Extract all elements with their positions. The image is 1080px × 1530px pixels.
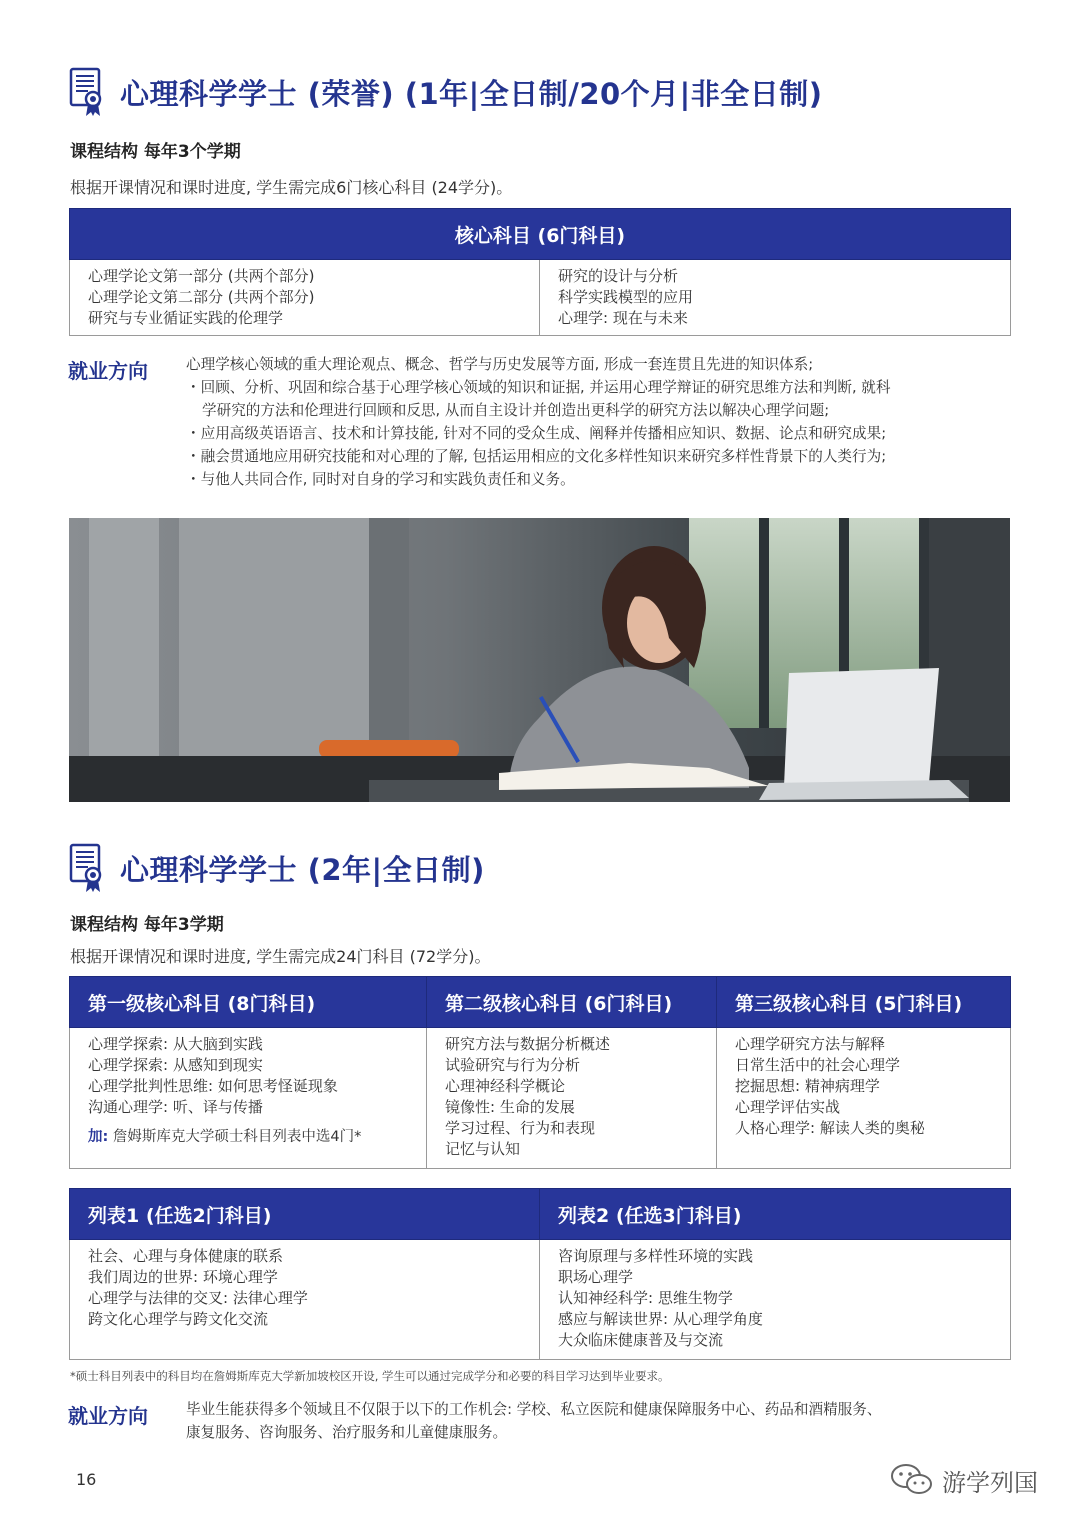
list-item: 心理学探索: 从感知到现实 <box>88 1056 263 1074</box>
level3-cell <box>717 1028 1011 1169</box>
level-subjects-table <box>69 976 1011 1169</box>
list-item: 我们周边的世界: 环境心理学 <box>88 1268 278 1286</box>
list-item: 大众临床健康普及与交流 <box>558 1331 724 1349</box>
certificate-icon <box>68 66 104 118</box>
list1-header: 列表1 (任选2门科目) <box>70 1189 540 1240</box>
wechat-icon <box>890 1462 934 1498</box>
career-line: 康复服务、咨询服务、治疗服务和儿童健康服务。 <box>186 1424 508 1441</box>
section2-career-label: 就业方向 <box>68 1404 148 1428</box>
career-intro: 心理学核心领域的重大理论观点、概念、哲学与历史发展等方面, 形成一套连贯且先进的知识体系; <box>186 356 814 373</box>
list-item: 日常生活中的社会心理学 <box>735 1056 901 1074</box>
list-item: 记忆与认知 <box>445 1140 521 1158</box>
student-studying-illustration <box>69 518 1010 802</box>
list-item: 挖掘思想: 精神病理学 <box>735 1077 880 1095</box>
list-item: 认知神经科学: 思维生物学 <box>558 1289 733 1307</box>
career-bullet: ・融会贯通地应用研究技能和对心理的了解, 包括运用相应的文化多样性知识来研究多样性背景下的人类行为; <box>186 448 887 465</box>
core-subjects-header: 核心科目 (6门科目) <box>70 209 1011 260</box>
level2-header: 第二级核心科目 (6门科目) <box>427 977 717 1028</box>
list-item: 沟通心理学: 听、译与传播 <box>88 1098 263 1116</box>
certificate-icon <box>68 842 104 894</box>
career-bullet: ・应用高级英语语言、技术和计算技能, 针对不同的受众生成、阐释并传播相应知识、数据、论点和研究成果; <box>186 425 887 442</box>
footnote: *硕士科目列表中的科目均在詹姆斯库克大学新加坡校区开设, 学生可以通过完成学分和必要的科目学习达到毕业要求。 <box>70 1369 670 1383</box>
section1-structure: 课程结构 每年3个学期 <box>70 142 241 162</box>
level2-cell <box>427 1028 717 1169</box>
career-line: 毕业生能获得多个领域且不仅限于以下的工作机会: 学校、私立医院和健康保障服务中心、药品和酒精服务、 <box>186 1401 882 1418</box>
level3-header: 第三级核心科目 (5门科目) <box>717 977 1011 1028</box>
level1-plus-note <box>88 1125 408 1146</box>
section1-intro: 根据开课情况和课时进度, 学生需完成6门核心科目 (24学分)。 <box>70 178 513 197</box>
list2-cell <box>540 1240 1011 1360</box>
list-item: 感应与解读世界: 从心理学角度 <box>558 1310 763 1328</box>
list-item: 心理学与法律的交叉: 法律心理学 <box>88 1289 308 1307</box>
career-bullet: ・与他人共同合作, 同时对自身的学习和实践负责任和义务。 <box>186 471 575 488</box>
student-photo <box>69 518 1010 802</box>
section2-intro: 根据开课情况和课时进度, 学生需完成24门科目 (72学分)。 <box>70 947 491 966</box>
list-item: 职场心理学 <box>558 1268 634 1286</box>
core-subjects-table <box>69 208 1011 336</box>
list1-cell <box>70 1240 540 1360</box>
level1-header: 第一级核心科目 (8门科目) <box>70 977 427 1028</box>
list-item: 跨文化心理学与跨文化交流 <box>88 1310 269 1328</box>
list-item: 试验研究与行为分析 <box>445 1056 581 1074</box>
elective-lists-table <box>69 1188 1011 1360</box>
core-subjects-left <box>70 260 540 336</box>
page-number: 16 <box>76 1470 97 1489</box>
watermark-text: 游学列国 <box>942 1468 1038 1497</box>
section2-career-text <box>186 1398 1016 1444</box>
list-item: 研究与专业循证实践的伦理学 <box>88 309 284 327</box>
career-bullet: ・回顾、分析、巩固和综合基于心理学核心领域的知识和证据, 并运用心理学辩证的研究思维方法和判断, 就科 <box>186 379 891 396</box>
level1-cell <box>70 1028 427 1169</box>
list-item: 心理学批判性思维: 如何思考怪诞现象 <box>88 1077 338 1095</box>
list-item: 研究方法与数据分析概述 <box>445 1035 611 1053</box>
list-item: 社会、心理与身体健康的联系 <box>88 1247 284 1265</box>
list-item: 心理学评估实战 <box>735 1098 841 1116</box>
section2-structure: 课程结构 每年3学期 <box>70 915 224 935</box>
section2-title: 心理科学学士 (2年|全日制) <box>120 852 485 887</box>
list-item: 心理学论文第二部分 (共两个部分) <box>88 288 315 306</box>
list-item: 心理学: 现在与未来 <box>558 309 688 327</box>
career-bullet-continued: 学研究的方法和伦理进行回顾和反思, 从而自主设计并创造出更科学的研究方法以解决心理学问题; <box>202 402 830 419</box>
section1-title: 心理科学学士 (荣誉) (1年|全日制/20个月|非全日制) <box>120 76 823 111</box>
list-item: 镜像性: 生命的发展 <box>445 1098 575 1116</box>
plus-text: 詹姆斯库克大学硕士科目列表中选4门* <box>108 1129 362 1145</box>
list-item: 心理神经科学概论 <box>445 1077 566 1095</box>
list2-header: 列表2 (任选3门科目) <box>540 1189 1011 1240</box>
section1-career-text <box>186 353 1016 491</box>
list-item: 心理学研究方法与解释 <box>735 1035 886 1053</box>
watermark <box>890 1462 1038 1498</box>
section1-header <box>68 64 823 120</box>
core-subjects-right <box>540 260 1011 336</box>
list-item: 科学实践模型的应用 <box>558 288 694 306</box>
list-item: 学习过程、行为和表现 <box>445 1119 596 1137</box>
list-item: 心理学探索: 从大脑到实践 <box>88 1035 263 1053</box>
plus-label: 加: <box>88 1129 109 1145</box>
section1-career-label: 就业方向 <box>68 359 148 383</box>
list-item: 心理学论文第一部分 (共两个部分) <box>88 267 315 285</box>
list-item: 研究的设计与分析 <box>558 267 679 285</box>
section2-header <box>68 840 485 896</box>
list-item: 人格心理学: 解读人类的奥秘 <box>735 1119 925 1137</box>
list-item: 咨询原理与多样性环境的实践 <box>558 1247 754 1265</box>
